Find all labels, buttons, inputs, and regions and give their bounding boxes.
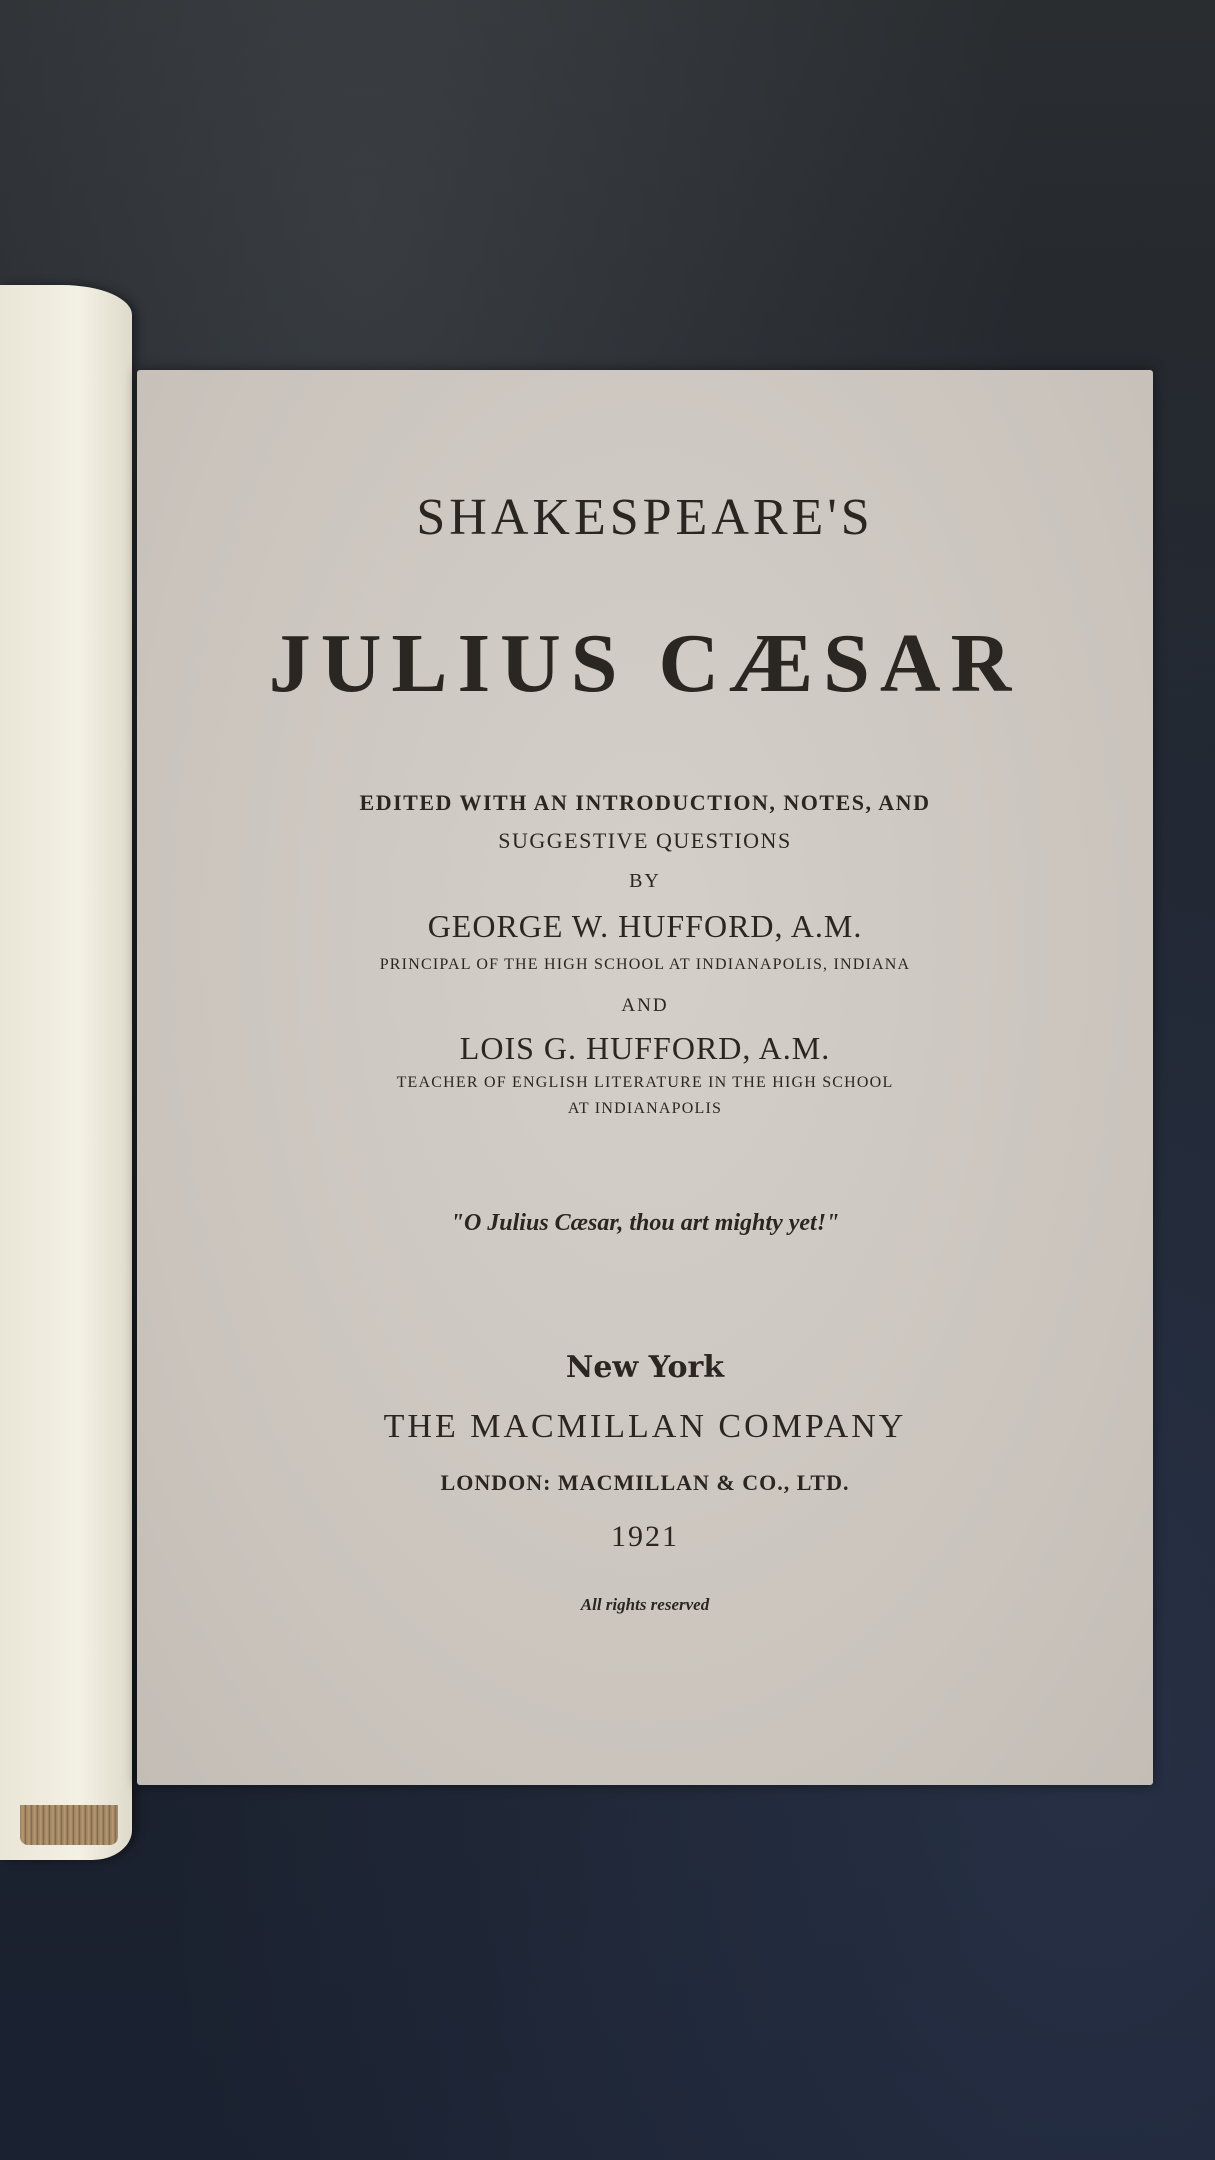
title-page	[137, 370, 1153, 1785]
editor-1-name: GEORGE W. HUFFORD, A.M.	[427, 908, 863, 944]
and-line: AND	[621, 995, 669, 1016]
book-binding-edge	[20, 1805, 118, 1845]
publisher-name: THE MACMILLAN COMPANY	[383, 1408, 907, 1445]
editor-2-name: LOIS G. HUFFORD, A.M.	[459, 1030, 831, 1066]
book-title: JULIUS CÆSAR	[268, 617, 1022, 710]
editor-2-role-line-1: TEACHER OF ENGLISH LITERATURE IN THE HIGH SCHOOL	[396, 1074, 894, 1091]
editor-2-role-line-2: AT INDIANAPOLIS	[567, 1100, 723, 1117]
by-line: BY	[629, 870, 661, 892]
rights-notice: All rights reserved	[580, 1595, 710, 1614]
author-line: SHAKESPEARE'S	[416, 489, 874, 546]
editor-1-role: PRINCIPAL OF THE HIGH SCHOOL AT INDIANAPOLIS, INDIANA	[379, 956, 911, 973]
edited-line: EDITED WITH AN INTRODUCTION, NOTES, AND	[359, 790, 931, 815]
epigraph-quote: "O Julius Cæsar, thou art mighty yet!"	[450, 1210, 840, 1236]
publisher-city: New York	[565, 1350, 725, 1385]
publication-year: 1921	[611, 1520, 679, 1553]
suggestive-line: SUGGESTIVE QUESTIONS	[498, 828, 792, 853]
publisher-london: LONDON: MACMILLAN & CO., LTD.	[440, 1470, 850, 1495]
left-page-edge	[0, 285, 132, 1860]
